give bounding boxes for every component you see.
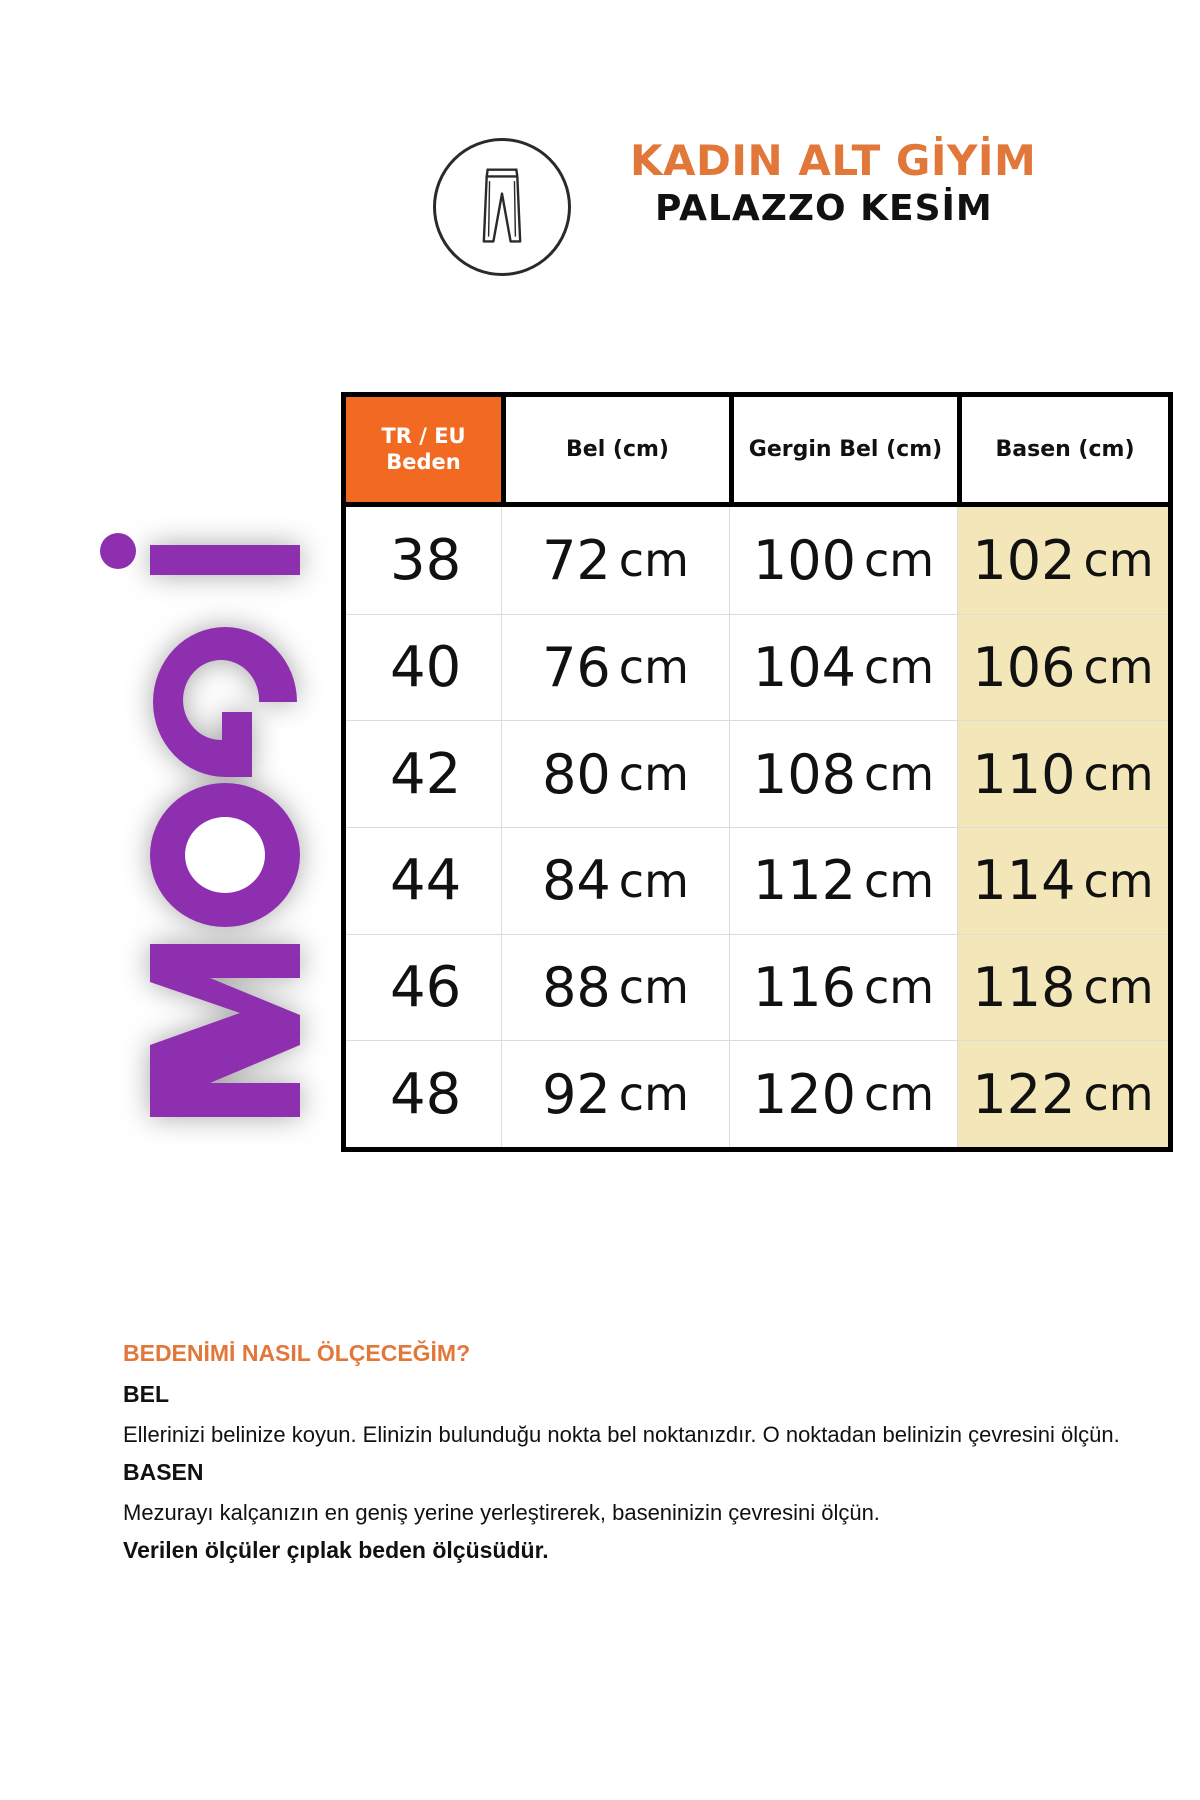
measurement-note: Verilen ölçüler çıplak beden ölçüsüdür. <box>123 1537 549 1563</box>
table-body <box>346 507 1168 1147</box>
brand-logo <box>140 535 310 1125</box>
cell-bel <box>501 507 729 614</box>
table-row <box>346 1040 1168 1147</box>
cell-unit: cm <box>618 747 689 802</box>
cell-value: 108 <box>752 742 856 806</box>
cell-value: 114 <box>972 849 1076 913</box>
cell-value: 110 <box>972 742 1076 806</box>
cell-bel <box>501 828 729 934</box>
header-basen: Basen (cm) <box>957 397 1168 502</box>
cell-bel <box>501 615 729 721</box>
cell-value: 122 <box>972 1062 1076 1126</box>
table-row <box>346 934 1168 1041</box>
basen-heading: BASEN <box>123 1459 204 1485</box>
header-bel: Bel (cm) <box>501 397 729 502</box>
cell-unit: cm <box>618 853 689 908</box>
cell-gergin-bel <box>729 721 957 827</box>
cell-size: 42 <box>390 741 462 807</box>
cell-value: 92 <box>542 1062 611 1126</box>
cell-unit: cm <box>863 960 935 1015</box>
cell-value: 104 <box>752 635 856 699</box>
cell-unit: cm <box>863 853 935 908</box>
table-header-row <box>346 397 1168 507</box>
brand-logo-dot <box>100 533 136 569</box>
table-row <box>346 614 1168 721</box>
cell-gergin-bel <box>729 615 957 721</box>
cell-value: 100 <box>752 528 856 592</box>
cell-value: 84 <box>542 849 611 913</box>
cell-value: 80 <box>542 742 611 806</box>
table-row <box>346 720 1168 827</box>
cell-unit: cm <box>1083 747 1154 802</box>
cell-basen <box>957 1041 1168 1147</box>
cell-gergin-bel <box>729 828 957 934</box>
cell-unit: cm <box>863 533 935 588</box>
cell-gergin-bel <box>729 1041 957 1147</box>
cell-unit: cm <box>863 747 935 802</box>
cell-bel <box>501 1041 729 1147</box>
cell-size: 40 <box>390 634 462 700</box>
bel-text: Ellerinizi belinize koyun. Elinizin bulunduğu nokta bel noktanızdır. O noktadan belinizin çevresini ölçün. <box>123 1422 1120 1447</box>
cell-unit: cm <box>1083 640 1154 695</box>
cell-basen <box>957 507 1168 614</box>
cell-unit: cm <box>1083 960 1154 1015</box>
cell-basen <box>957 828 1168 934</box>
pants-icon <box>436 141 568 273</box>
header-size: TR / EU Beden <box>346 397 501 502</box>
cell-basen <box>957 615 1168 721</box>
cell-unit: cm <box>863 640 935 695</box>
cell-value: 106 <box>972 635 1076 699</box>
cell-value: 120 <box>752 1062 856 1126</box>
cell-value: 88 <box>542 955 611 1019</box>
cell-gergin-bel <box>729 935 957 1041</box>
cell-size: 48 <box>390 1061 462 1127</box>
cell-unit: cm <box>618 960 689 1015</box>
pants-icon-badge <box>433 138 571 276</box>
header-gergin-bel: Gergin Bel (cm) <box>729 397 957 502</box>
header-title: KADIN ALT GİYİM <box>630 136 1037 185</box>
cell-value: 116 <box>752 955 856 1019</box>
bel-heading: BEL <box>123 1381 169 1407</box>
cell-size: 44 <box>390 848 462 914</box>
header-subtitle: PALAZZO KESİM <box>655 188 993 229</box>
cell-gergin-bel <box>729 507 957 614</box>
cell-unit: cm <box>618 1067 689 1122</box>
cell-unit: cm <box>618 640 689 695</box>
cell-basen <box>957 721 1168 827</box>
instructions-title: BEDENİMİ NASIL ÖLÇECEĞİM? <box>123 1340 471 1366</box>
cell-unit: cm <box>1083 853 1154 908</box>
cell-unit: cm <box>1083 533 1154 588</box>
cell-size: 46 <box>390 954 462 1020</box>
cell-unit: cm <box>863 1067 935 1122</box>
table-row <box>346 827 1168 934</box>
cell-value: 118 <box>972 955 1076 1019</box>
basen-text: Mezurayı kalçanızın en geniş yerine yerleştirerek, baseninizin çevresini ölçün. <box>123 1500 880 1525</box>
cell-value: 76 <box>542 635 611 699</box>
size-table <box>341 392 1173 1152</box>
cell-size: 38 <box>390 527 462 593</box>
cell-unit: cm <box>1083 1067 1154 1122</box>
measurement-instructions <box>123 1340 1123 1564</box>
cell-value: 72 <box>542 528 611 592</box>
cell-basen <box>957 935 1168 1041</box>
cell-bel <box>501 935 729 1041</box>
cell-value: 102 <box>972 528 1076 592</box>
cell-unit: cm <box>618 533 689 588</box>
cell-value: 112 <box>752 849 856 913</box>
cell-bel <box>501 721 729 827</box>
table-row <box>346 507 1168 614</box>
